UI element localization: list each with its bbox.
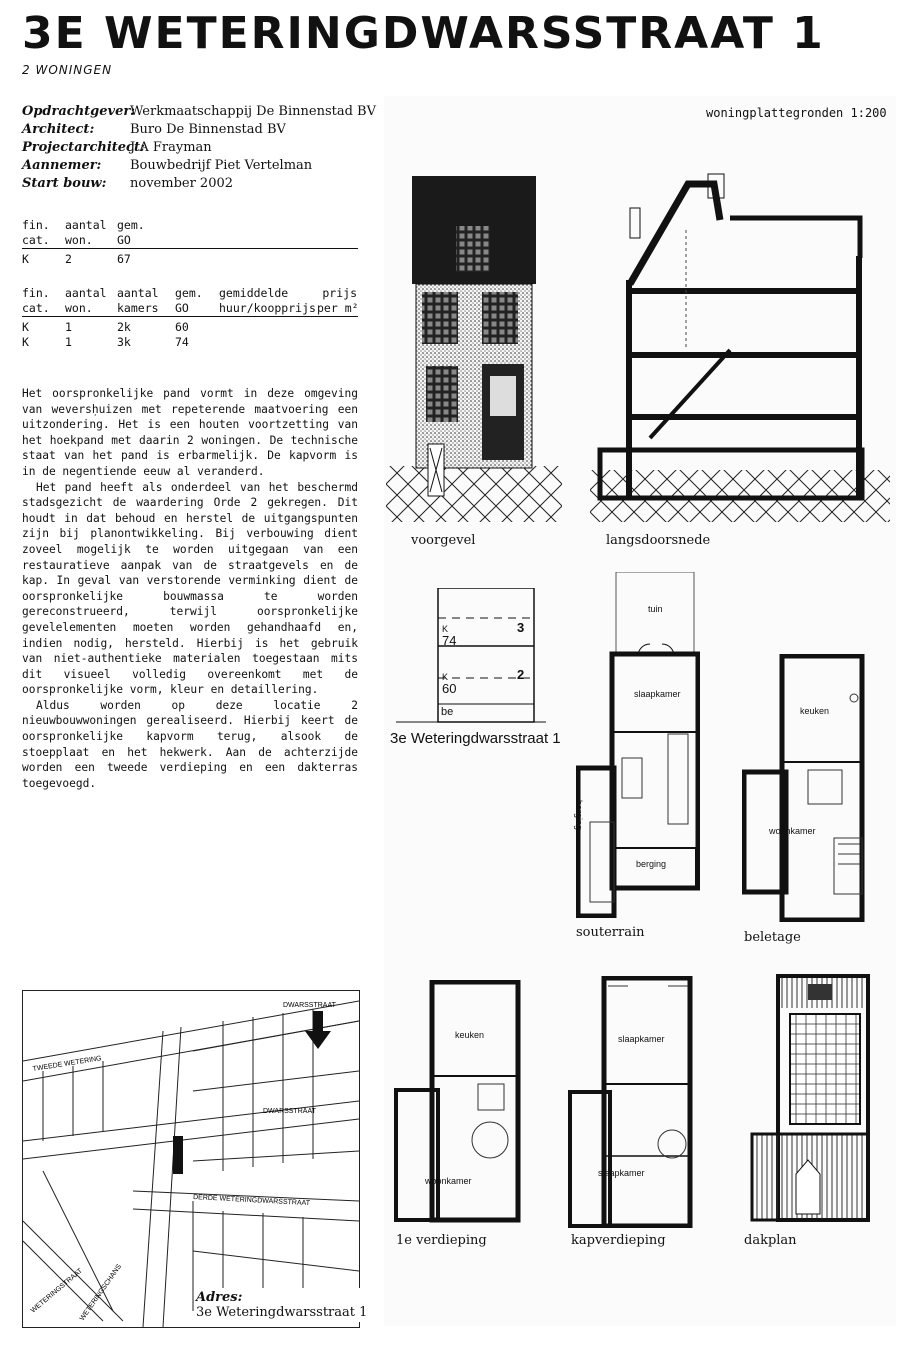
meta-value: november 2002 bbox=[130, 176, 234, 191]
key-num-lower: 2 bbox=[517, 667, 525, 682]
th-line: prijs bbox=[322, 286, 357, 300]
body-paragraph: Het oorspronkelijke pand vormt in deze omgeving van weversḥuizen met repeterende maatvoering een uitzondering. Het is een houten voortzetting van het hoekpand met daarin 2 woningen. De technische staat van het pand is erbarmelijk. De kapvorm is in de negentiende eeuw al veranderd. bbox=[22, 387, 358, 478]
key-bottom: be bbox=[441, 706, 454, 718]
key-cat-upper: K bbox=[442, 624, 449, 634]
th-line: aantal bbox=[65, 286, 107, 300]
th-line: gem. bbox=[175, 286, 203, 300]
langsdoorsnede-drawing bbox=[590, 160, 890, 522]
th-line: per m² bbox=[317, 301, 359, 315]
th-line: fin. bbox=[22, 218, 50, 232]
table-row bbox=[22, 335, 358, 350]
meta-row bbox=[22, 175, 376, 193]
th-line: cat. bbox=[22, 301, 50, 315]
room-keuken-bel: keuken bbox=[800, 706, 830, 716]
th-line: gem. bbox=[117, 218, 145, 232]
table-cell: 3k bbox=[117, 335, 131, 349]
verdieping1-plan bbox=[394, 980, 522, 1224]
caption-beletage: beletage bbox=[744, 930, 801, 945]
map-street-label: DWARSSTRAAT bbox=[263, 1108, 316, 1115]
th-line: GO bbox=[117, 233, 131, 247]
beletage-plan bbox=[742, 654, 868, 922]
kapverdieping-plan bbox=[568, 976, 696, 1228]
meta-key: Projectarchitect: bbox=[22, 140, 145, 155]
table-cell: 67 bbox=[117, 252, 131, 266]
table-header bbox=[22, 218, 358, 249]
th-line: aantal bbox=[65, 218, 107, 232]
meta-key: Opdrachtgever: bbox=[22, 104, 135, 119]
meta-value: Buro De Binnenstad BV bbox=[130, 122, 286, 137]
meta-row bbox=[22, 103, 376, 121]
map-street-label: DWARSSTRAAT bbox=[283, 1002, 336, 1009]
address-value: 3e Weteringdwarsstraat 1 bbox=[196, 1305, 368, 1320]
meta-row bbox=[22, 157, 376, 175]
map-street-label: DERDE WETERINGDWARSSTRAAT bbox=[192, 1194, 311, 1208]
th-fincat bbox=[22, 286, 65, 316]
caption-souterrain: souterrain bbox=[576, 925, 645, 940]
room-slaapkamer-kap1: slaapkamer bbox=[618, 1034, 665, 1044]
page-title: 3E WETERINGDWARSSTRAAT 1 bbox=[22, 8, 825, 59]
table-row bbox=[22, 252, 358, 267]
key-size-lower: 60 bbox=[442, 681, 457, 696]
th-aantal bbox=[65, 218, 117, 248]
table-cell: 74 bbox=[175, 335, 189, 349]
room-berging: berging bbox=[636, 859, 667, 869]
map-street-label: WETERINGSTRAAT bbox=[29, 1267, 84, 1315]
scale-label: woningplattegronden 1:200 bbox=[706, 106, 887, 120]
th-line: won. bbox=[65, 233, 93, 247]
meta-value: J A Frayman bbox=[130, 140, 212, 155]
th-line: won. bbox=[65, 301, 93, 315]
caption-verdieping1: 1e verdieping bbox=[396, 1233, 487, 1248]
table-row bbox=[22, 320, 358, 335]
th-line: fin. bbox=[22, 286, 50, 300]
meta-row bbox=[22, 121, 376, 139]
dwelling-table bbox=[22, 286, 358, 350]
map-street-label: WETERINGSCHANS bbox=[78, 1263, 124, 1323]
caption-langsdoorsnede: langsdoorsnede bbox=[606, 533, 711, 548]
key-size-upper: 74 bbox=[442, 633, 457, 648]
meta-value: Bouwbedrijf Piet Vertelman bbox=[130, 158, 313, 173]
th-line: GO bbox=[175, 301, 189, 315]
th-aantal-won bbox=[65, 286, 117, 316]
location-map bbox=[22, 990, 360, 1328]
address-label: Adres: bbox=[196, 1290, 243, 1305]
th-line: aantal bbox=[117, 286, 159, 300]
table-cell: K bbox=[22, 252, 29, 266]
voorgevel-drawing bbox=[386, 176, 562, 522]
th-prijs bbox=[317, 286, 357, 316]
table-cell: 1 bbox=[65, 320, 72, 334]
room-keuken-1e: keuken bbox=[455, 1030, 485, 1040]
meta-value: Werkmaatschappij De Binnenstad BV bbox=[130, 104, 376, 119]
key-plan-diagram bbox=[396, 588, 546, 728]
room-woonkamer-bel: woonkamer bbox=[769, 826, 816, 836]
meta-key: Start bouw: bbox=[22, 176, 107, 191]
meta-row bbox=[22, 139, 376, 157]
caption-dakplan: dakplan bbox=[744, 1233, 797, 1248]
body-paragraph: Aldus worden op deze locatie 2 nieuwbouwwoningen gerealiseerd. Hierbij keert de oorspronkelijke kapvorm terug, alsook de stoepplaat en het hekwerk. Aan de achterzijde worden een tweede verdieping en een dakterras toegevoegd. bbox=[22, 698, 358, 790]
th-gem bbox=[117, 218, 177, 248]
th-gem bbox=[175, 286, 219, 316]
project-meta bbox=[22, 103, 376, 193]
summary-table bbox=[22, 218, 358, 267]
table-cell: 60 bbox=[175, 320, 189, 334]
th-fincat bbox=[22, 218, 65, 248]
key-cat-lower: K bbox=[442, 672, 449, 682]
table-cell: 1 bbox=[65, 335, 72, 349]
table-cell: 2k bbox=[117, 320, 131, 334]
dakplan-plan bbox=[746, 974, 872, 1224]
key-plan-title: 3e Weteringdwarsstraat 1 bbox=[390, 730, 561, 747]
body-text bbox=[22, 386, 358, 791]
key-num-upper: 3 bbox=[517, 620, 525, 635]
body-paragraph: Het pand heeft als onderdeel van het beschermd stadsgezicht de waardering Orde 2 gekregen. Dit houdt in dat behoud en herstel de uitgangspunten zijn bij planontwikkeling. Bij verbouwing dient zoveel mogelijk te worden uitgegaan van een restauratieve aanpak van de straatgevels en de kap. In geval van verstorende verminking dient de oorspronkelijke bouwmassa te worden gereconstrueerd, terwijl oorspronkelijke gevelelementen moeten worden gehandhaafd en, indien nodig, hersteld. Hierbij is het gebruik van niet-authentieke materialen toegestaan mits dit visueel volledig overeenkomt met de oorspronkelijke vorm, kleur en detaillering. bbox=[22, 480, 358, 697]
room-woonkamer-1e: woonkamer bbox=[425, 1176, 472, 1186]
page-subtitle: 2 WONINGEN bbox=[22, 63, 113, 77]
th-aantal-kamers bbox=[117, 286, 175, 316]
room-slaapkamer-sout: slaapkamer bbox=[634, 689, 681, 699]
map-street-label: TWEEDE WETERING bbox=[32, 1055, 103, 1073]
caption-voorgevel: voorgevel bbox=[411, 533, 476, 548]
th-line: cat. bbox=[22, 233, 50, 247]
room-slaapkamer-kap2: slaapkamer bbox=[598, 1168, 645, 1178]
map-drawing bbox=[23, 991, 359, 1327]
th-line: kamers bbox=[117, 301, 159, 315]
room-berging-left: berging bbox=[574, 800, 584, 831]
meta-key: Aannemer: bbox=[22, 158, 102, 173]
table-cell: K bbox=[22, 320, 29, 334]
table-cell: 2 bbox=[65, 252, 72, 266]
table-header bbox=[22, 286, 358, 317]
address-block bbox=[196, 1288, 373, 1322]
th-line: gemiddelde bbox=[219, 286, 289, 300]
th-line: huur/koopprijs bbox=[219, 301, 316, 315]
caption-kapverdieping: kapverdieping bbox=[571, 1233, 666, 1248]
th-gemiddelde bbox=[219, 286, 317, 316]
table-cell: K bbox=[22, 335, 29, 349]
meta-key: Architect: bbox=[22, 122, 95, 137]
room-tuin: tuin bbox=[648, 604, 663, 614]
